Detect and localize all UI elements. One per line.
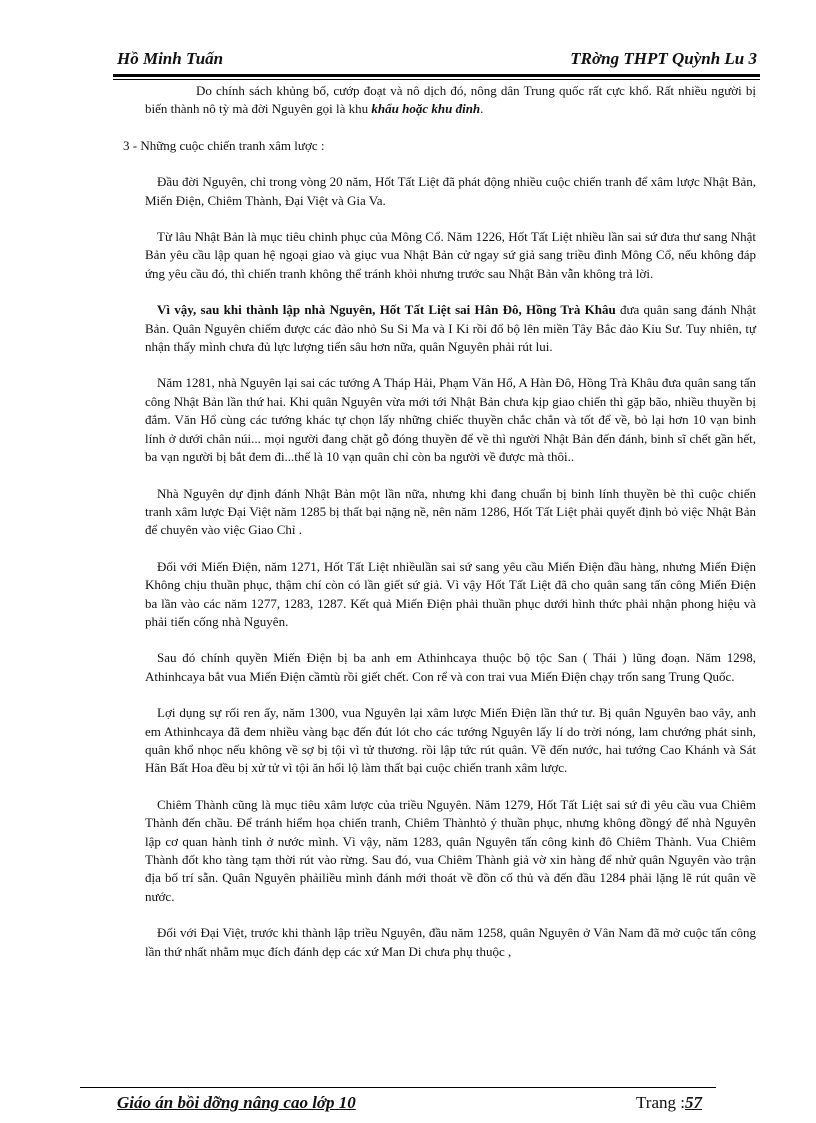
header-school: TRờng THPT Quỳnh Lu 3 — [570, 49, 757, 68]
section-heading: 3 - Những cuộc chiến tranh xâm lược : — [123, 137, 325, 153]
paragraph-text: đưa quân sang đánh Nhật Bản. Quân Nguyên chiếm được các đảo nhỏ Su Si Ma và I Ki rồi đổ bộ lên miền Tây Bắc đảo Kiu Sư. Tuy nhiên, tự nhận thấy mình chưa đủ lực lượng tiến sâu hơn nữa, quân Nguyên phải rút lui. — [145, 302, 756, 355]
bold-lead: Vì vậy, sau khi thành lập nhà Nguyên, Hốt Tất Liệt sai Hân Đô, Hồng Trà Khâu — [157, 302, 616, 318]
page-number-value: 57 — [684, 1093, 702, 1112]
paragraph: Đối với Đại Việt, trước khi thành lập triều Nguyên, đầu năm 1258, quân Nguyên ở Vân Nam đã mở cuộc tấn công lần thứ nhất nhằm mục đích đánh dẹp các xứ Man Di chưa phụ thuộc , — [145, 925, 756, 959]
footer-rule — [80, 1087, 716, 1088]
emphasis-term: khẩu hoặc khu đinh — [371, 101, 481, 117]
paragraph — [145, 301, 756, 356]
document-body — [123, 82, 756, 979]
paragraph: Sau đó chính quyền Miến Điện bị ba anh em Athinhcaya thuộc bộ tộc San ( Thái ) lũng đoạn. Năm 1298, Athinhcaya bắt vua Miến Điện cầmtù rồi giết chết. Con rể và con trai vua Miến Điện chạy trốn sang Trung Quốc. — [145, 650, 756, 684]
header-rule — [113, 74, 760, 77]
header-author: Hồ Minh Tuấn — [117, 49, 224, 68]
page-label: Trang : — [636, 1093, 685, 1112]
paragraph: Đối với Miến Điện, năm 1271, Hốt Tất Liệt nhiềulần sai sứ sang yêu cầu Miến Điện đầu hàng, nhưng Miến Điện Không chịu thuần phục, thậm chí còn có lần giết sứ giả. Vì vậy Hốt Tất Liệt đã cho quân sang tấn công Miến Điện ba lần vào các năm 1277, 1283, 1287. Kết quả Miến Điện phải thuần phục dưới hình thức phải nhận phong hiệu và phải tiến cống nhà Nguyên. — [145, 558, 756, 629]
paragraph: Nhà Nguyên dự định đánh Nhật Bản một lần nữa, nhưng khi đang chuẩn bị binh lính thuyền bè thì cuộc chiến tranh xâm lược Đại Việt năm 1285 bị thất bại nặng nề, nên năm 1286, Hốt Tất Liệt phải quyết định bỏ việc Nhật Bản để chuyên vào việc Giao Chỉ . — [145, 485, 756, 538]
paragraph: Lợi dụng sự rối ren ấy, năm 1300, vua Nguyên lại xâm lược Miến Điện lần thứ tư. Bị quân Nguyên bao vây, anh em Athinhcaya đã đem nhiều vàng bạc đến đút lót cho các tướng Nguyên lấy lí do trời nóng, lam chướng phát sinh, quân khổ nhọc nếu không về sợ bị tội vì tử thương. rồi lập tức rút quân. Về đến nước, hai tướng Cao Khánh và Sát Hãn Bất Hoa đều bị xử tử vì tội ăn hối lộ làm thất bại cuộc chiến tranh xâm lược. — [145, 705, 756, 776]
paragraph-intro — [145, 82, 756, 119]
header-rule-thin — [113, 79, 760, 80]
footer-course-title: Giáo án bồi dỡng nâng cao lớp 10 — [117, 1093, 356, 1112]
paragraph: Năm 1281, nhà Nguyên lại sai các tướng A Tháp Hải, Phạm Văn Hổ, A Hàn Đô, Hồng Trà Khâu đưa quân sang tấn công Nhật Bản lần thứ hai. Khi quân Nguyên vừa mới tới Nhật Bản chưa kịp giao chiến thì gặp bão, nhiều thuyền bị đắm. Văn Hổ cùng các tướng khác tự chọn lấy những chiếc thuyền chắc chắn và tốt để về, bỏ lại hơn 10 vạn binh lính ở dưới chân núi... mọi người đang chặt gỗ đóng thuyền để về thì người Nhật Bản đến đánh, binh sĩ chết gần hết, ba vạn người bị bắt đem đi...thế là 10 vạn quân chỉ còn ba người về được mà thôi.. — [145, 375, 756, 465]
paragraph: Chiêm Thành cũng là mục tiêu xâm lược của triều Nguyên. Năm 1279, Hốt Tất Liệt sai sứ đi yêu cầu vua Chiêm Thành đến chầu. Để tránh hiểm họa chiến tranh, Chiêm Thànhtỏ ý thuần phục, nhưng không đồngý để nhà Nguyên lập cơ quan hành tỉnh ở nước mình. Vì vậy, năm 1283, quân Nguyên tấn công kinh đô Chiêm Thành. Vua Chiêm Thành đốt kho tàng tạm thời rút vào rừng. Sau đó, vua Chiêm Thành giả vờ xin hàng để nhử quân Nguyên vào trận địa bố trí sẵn. Quân Nguyên phảiliều mình đánh mới thoát về đồn cố thủ và đến đầu 1284 phải lặng lẽ rút quân về nước. — [145, 796, 756, 904]
paragraph: Từ lâu Nhật Bản là mục tiêu chinh phục của Mông Cổ. Năm 1226, Hốt Tất Liệt nhiều lần sai sứ đưa thư sang Nhật Bản yêu cầu lập quan hệ ngoại giao và giục vua Nhật Bản cử ngay sứ giả sang triều đình Mông Cổ, nếu không đáp ứng yêu cầu đó, thì chiến tranh không thể tránh khỏi nhưng trước sau Nhật Bản vẫn không trả lời. — [145, 229, 756, 281]
paragraph: Đầu đời Nguyên, chỉ trong vòng 20 năm, Hốt Tất Liệt đã phát động nhiều cuộc chiến tranh để xâm lược Nhật Bản, Miến Điện, Chiêm Thành, Đại Việt và Gia Va. — [145, 174, 756, 208]
page-header — [117, 49, 757, 71]
paragraph-intro-end: . — [480, 101, 484, 117]
page-number — [636, 1093, 702, 1113]
paragraph-intro-text: Do chính sách khủng bố, cướp đoạt và nô dịch đó, nông dân Trung quốc rất cực khổ. Rất nhiều người bị biến thành nô tỳ mà đời Nguyên gọi là khu — [145, 83, 756, 117]
